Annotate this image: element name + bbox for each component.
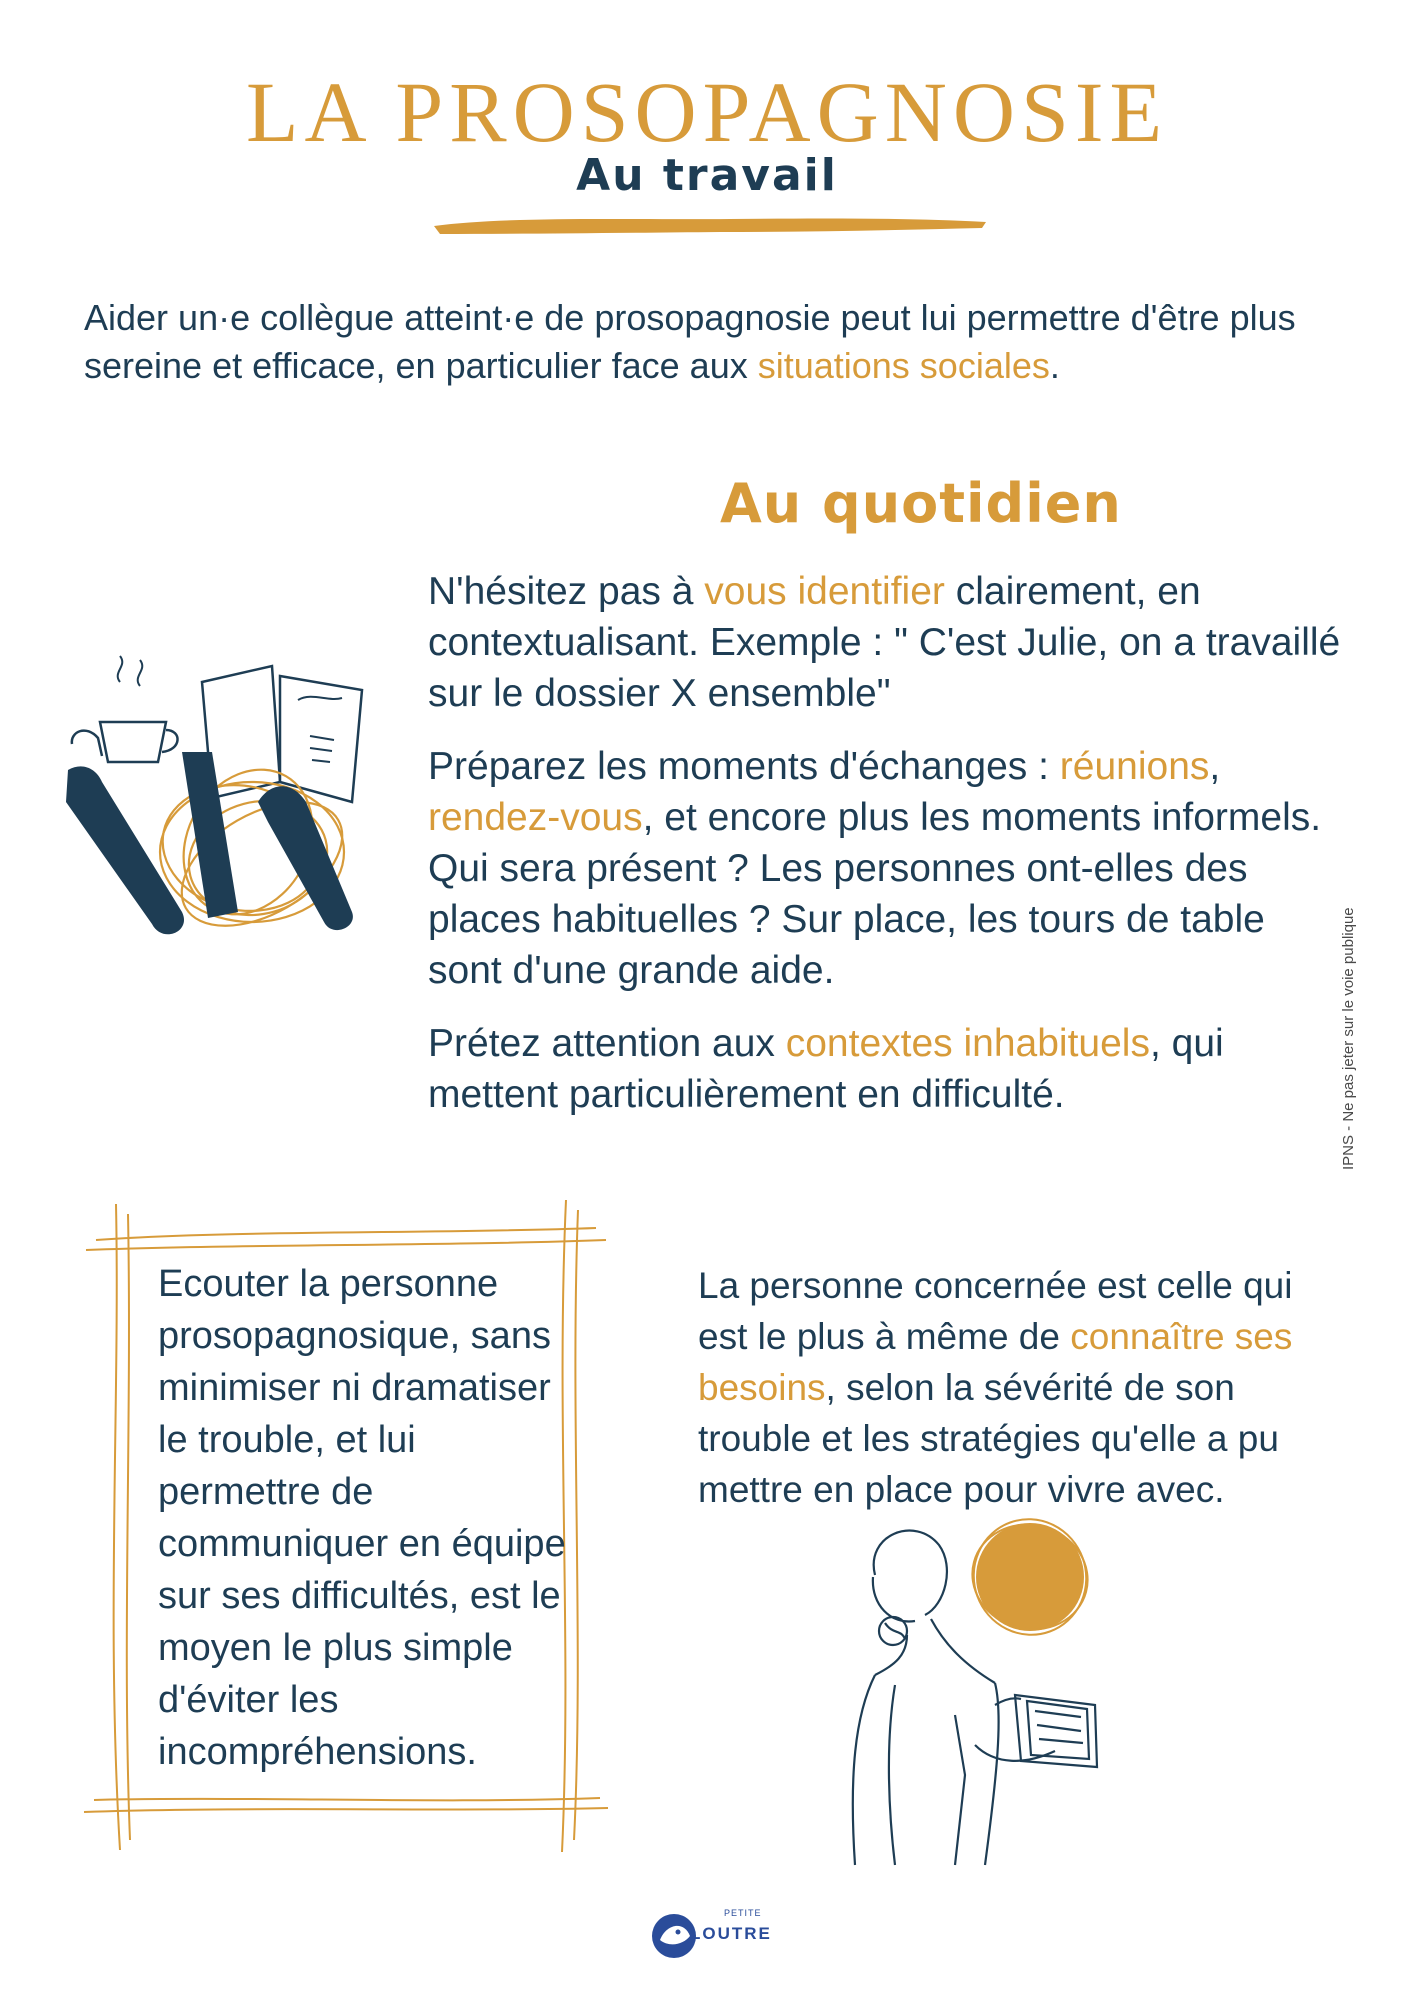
right-text-after: , selon la sévérité de son trouble et les stratégies qu'elle a pu mettre en place pour vivre avec. xyxy=(698,1367,1279,1510)
daily-p2-after: , et encore plus les moments informels. Qui sera présent ? Les personnes ont-elles des places habituelles ? Sur place, les tours de table sont d'une grande aide. xyxy=(428,796,1322,992)
reading-person-illustration xyxy=(62,652,392,952)
daily-section xyxy=(428,566,1348,1142)
page-subtitle: Au travail xyxy=(576,150,838,201)
right-paragraph xyxy=(698,1260,1338,1515)
daily-p1-highlight: vous identifier xyxy=(704,570,945,613)
daily-p1-after: clairement, en contextualisant. Exemple : " C'est Julie, on a travaillé sur le dossier X ensemble" xyxy=(428,570,1341,715)
side-legal-note: IPNS - Ne pas jeter sur le voie publique xyxy=(1340,907,1357,1170)
right-highlight: connaître ses besoins xyxy=(698,1316,1293,1408)
daily-p3-highlight: contextes inhabituels xyxy=(785,1022,1150,1065)
daily-paragraph-contexts xyxy=(428,1018,1348,1120)
daily-p3-after: , qui mettent particulièrement en difficulté. xyxy=(428,1022,1224,1116)
daily-p1-before: N'hésitez pas à xyxy=(428,570,705,613)
daily-paragraph-meetings xyxy=(428,741,1348,996)
woman-with-book-illustration xyxy=(835,1515,1135,1875)
daily-p2-middle: , xyxy=(1209,745,1221,788)
daily-p2-highlight-meetings: réunions xyxy=(1059,745,1210,788)
intro-paragraph xyxy=(84,294,1344,390)
section-title-daily: Au quotidien xyxy=(720,472,1122,535)
box-paragraph: Ecouter la personne prosopagnosique, sans minimiser ni dramatiser le trouble, et lui permettre de communiquer en équipe sur ses difficultés, est le moyen le plus simple d'éviter les incompréhensions. xyxy=(158,1263,566,1773)
logo-small-text: PETITE xyxy=(724,1908,762,1918)
daily-paragraph-identify xyxy=(428,566,1348,719)
right-text-before: La personne concernée est celle qui est le plus à même de xyxy=(698,1265,1293,1357)
brush-stroke-decoration xyxy=(430,210,990,240)
intro-highlight: situations sociales xyxy=(757,345,1050,386)
daily-p2-before: Préparez les moments d'échanges : xyxy=(428,745,1060,788)
intro-text-before: Aider un·e collègue atteint·e de prosopagnosie peut lui permettre d'être plus sereine et efficace, en particulier face aux xyxy=(84,297,1296,386)
page-title: LA PROSOPAGNOSIE xyxy=(246,64,1168,160)
intro-text-after: . xyxy=(1049,345,1060,386)
logo-big-text: LOUTRE xyxy=(690,1924,772,1943)
daily-p3-before: Prétez attention aux xyxy=(428,1022,786,1065)
daily-p2-highlight-appointments: rendez-vous xyxy=(428,796,643,839)
